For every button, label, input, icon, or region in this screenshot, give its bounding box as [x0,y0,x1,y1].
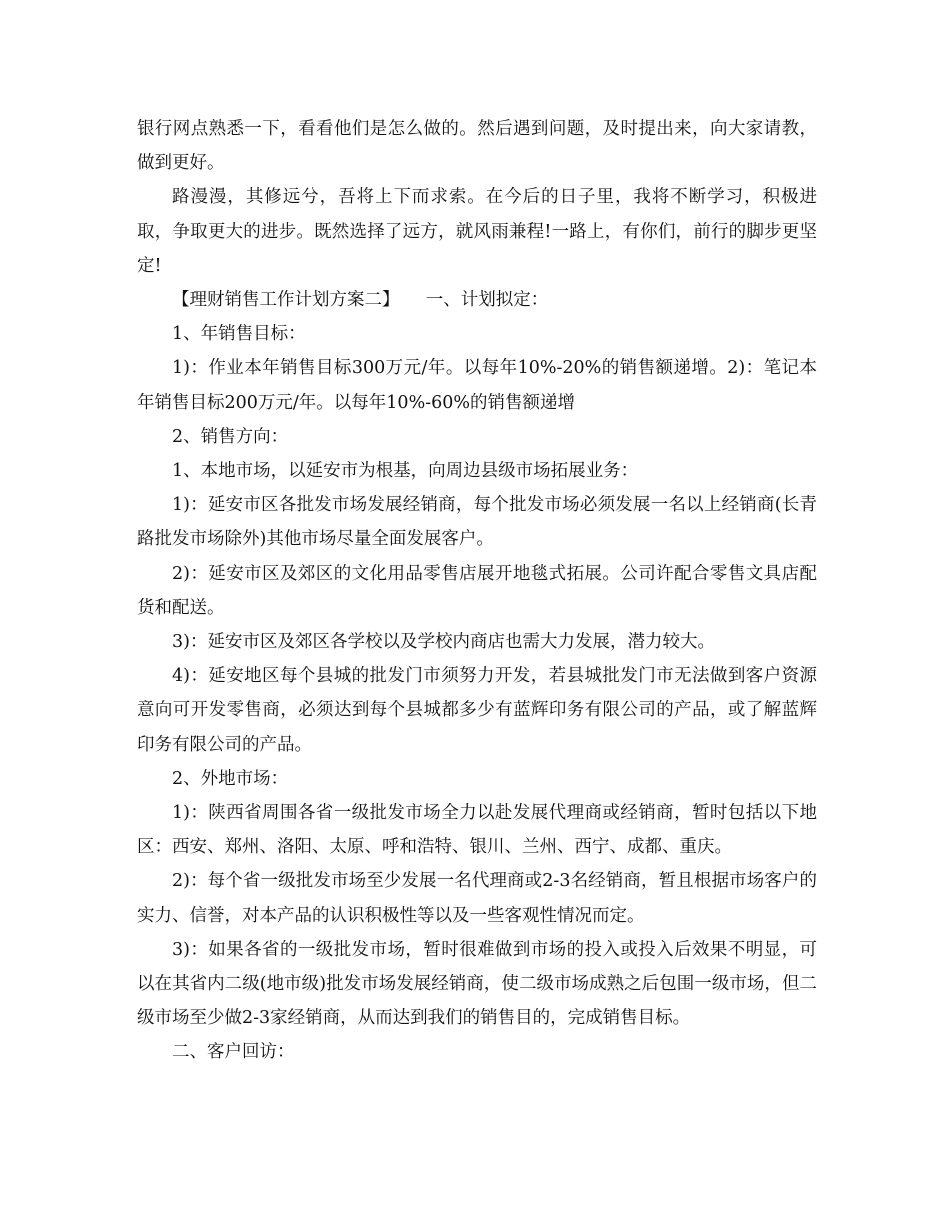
paragraph-local-market: 1、本地市场，以延安市为根基，向周边县级市场拓展业务： [172,461,639,482]
paragraph-external-item-3: 3)：如果各省的一级批发市场，暂时很难做到市场的投入或投入后效果不明显，可以在其省内二级(地市级)批发市场发展经销商，使二级市场成熟之后包围一级市场，但二级市场至少做2-3家经销商，从而达到我们的销售目的，完成销售目标。 [137,939,817,1029]
paragraph-external-item-2: 2)：每个省一级批发市场至少发展一名代理商或2-3名经销商，暂且根据市场客户的实力、信誉，对本产品的认识积极性等以及一些客观性情况而定。 [137,871,817,926]
paragraph-2: 路漫漫，其修远兮，吾将上下而求索。在今后的日子里，我将不断学习，积极进取，争取更大的进步。既然选择了远方，就风雨兼程!一路上，有你们，前行的脚步更坚定! [137,187,817,276]
paragraph-customer-visit-heading: 二、客户回访： [172,1042,295,1063]
paragraph-local-item-3: 3)：延安市区及郊区各学校以及学校内商店也需大力发展，潜力较大。 [172,632,715,653]
section-heading-plan-two: 【理财销售工作计划方案二】 一、计划拟定： [172,290,549,311]
paragraph-external-market-heading: 2、外地市场： [172,768,289,789]
paragraph-local-item-2: 2)：延安市区及郊区的文化用品零售店展开地毯式拓展。公司许配合零售文具店配货和配送。 [137,563,817,618]
paragraph-local-item-4: 4)：延安地区每个县城的批发门市须努力开发，若县城批发门市无法做到客户资源意向可开发零售商，必须达到每个县城都多少有蓝辉印务有限公司的产品，或了解蓝辉印务有限公司的产品。 [137,666,817,755]
paragraph-sales-direction-heading: 2、销售方向： [172,426,289,447]
paragraph-annual-target-heading: 1、年销售目标： [172,324,306,345]
document-body [137,112,817,1070]
paragraph-1: 银行网点熟悉一下，看看他们是怎么做的。然后遇到问题，及时提出来，向大家请教，做到更好。 [137,119,817,174]
paragraph-local-item-1: 1)：延安市区各批发市场发展经销商，每个批发市场必须发展一名以上经销商(长青路批发市场除外)其他市场尽量全面发展客户。 [137,495,817,550]
paragraph-external-item-1: 1)：陕西省周围各省一级批发市场全力以赴发展代理商或经销商，暂时包括以下地区：西安、郑州、洛阳、太原、呼和浩特、银川、兰州、西宁、成都、重庆。 [137,803,817,858]
paragraph-annual-target: 1)：作业本年销售目标300万元/年。以每年10%-20%的销售额递增。2)：笔记本年销售目标200万元/年。以每年10%-60%的销售额递增 [137,358,817,413]
